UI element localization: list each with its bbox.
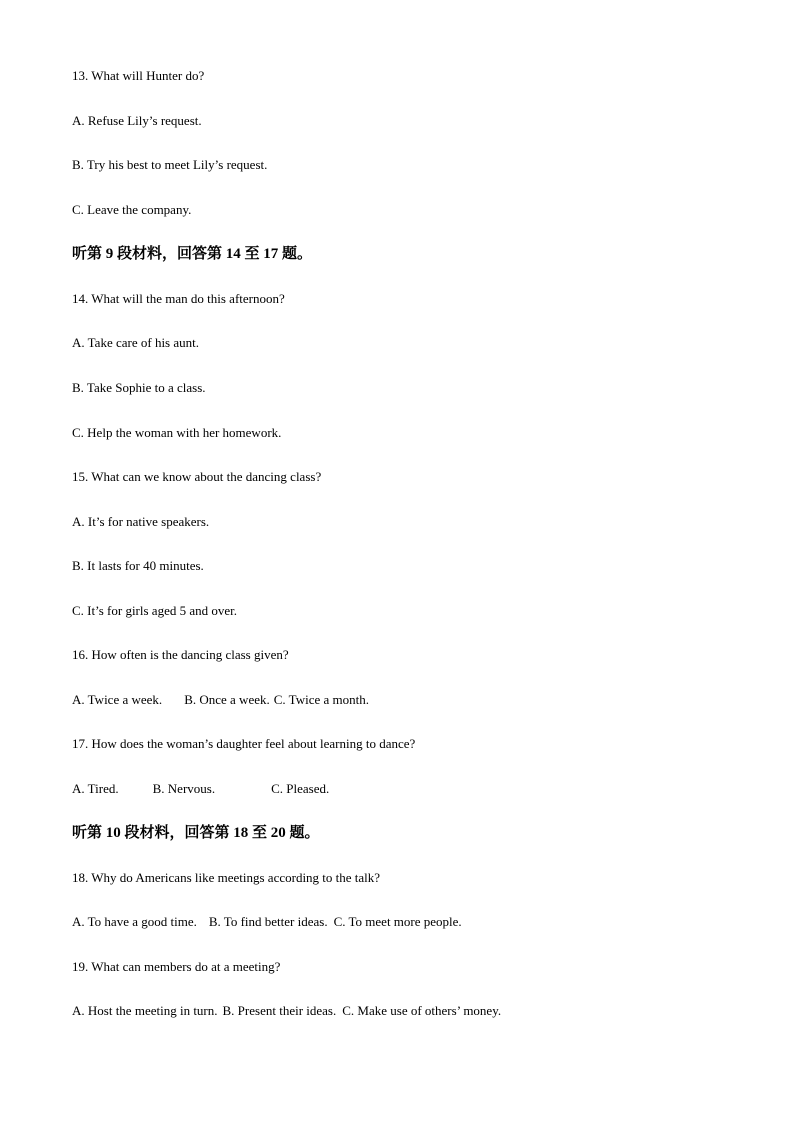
q19-question: 19. What can members do at a meeting? bbox=[72, 959, 281, 974]
q19-option-c: C. Make use of others’ money. bbox=[342, 1003, 502, 1018]
q13-option-b: B. Try his best to meet Lily’s request. bbox=[72, 157, 268, 172]
q15-option-a: A. It’s for native speakers. bbox=[72, 514, 210, 529]
q16-option-c: C. Twice a month. bbox=[273, 692, 370, 707]
q15-option-c: C. It’s for girls aged 5 and over. bbox=[72, 603, 237, 618]
q19-option-b: B. Present their ideas. bbox=[222, 1003, 337, 1018]
q18-question: 18. Why do Americans like meetings according to the talk? bbox=[72, 870, 381, 885]
q16-option-a: A. Twice a week. bbox=[72, 692, 163, 707]
q17-options bbox=[72, 781, 329, 797]
q15-option-b: B. It lasts for 40 minutes. bbox=[72, 558, 204, 573]
q14-question: 14. What will the man do this afternoon? bbox=[72, 291, 285, 306]
section-9-heading: 听第 9 段材料，回答第 14 至 17 题。 bbox=[72, 246, 313, 262]
q16-options bbox=[72, 692, 369, 708]
q16-option-b: B. Once a week. bbox=[184, 692, 270, 707]
q13-option-a: A. Refuse Lily’s request. bbox=[72, 113, 202, 128]
section-10-heading: 听第 10 段材料，回答第 18 至 20 题。 bbox=[72, 825, 320, 841]
q17-question: 17. How does the woman’s daughter feel about learning to dance? bbox=[72, 736, 416, 751]
q19-option-a: A. Host the meeting in turn. bbox=[72, 1003, 218, 1018]
q17-option-c: C. Pleased. bbox=[271, 781, 330, 796]
q17-option-b: B. Nervous. bbox=[152, 781, 216, 796]
q15-question: 15. What can we know about the dancing class? bbox=[72, 469, 322, 484]
q13-option-c: C. Leave the company. bbox=[72, 202, 192, 217]
q16-question: 16. How often is the dancing class given? bbox=[72, 647, 289, 662]
q18-option-a: A. To have a good time. bbox=[72, 914, 197, 929]
q18-option-c: C. To meet more people. bbox=[333, 914, 462, 929]
q13-question: 13. What will Hunter do? bbox=[72, 68, 205, 83]
q14-option-a: A. Take care of his aunt. bbox=[72, 335, 199, 350]
q18-options bbox=[72, 914, 462, 930]
q14-option-b: B. Take Sophie to a class. bbox=[72, 380, 206, 395]
q19-options bbox=[72, 1003, 501, 1019]
q14-option-c: C. Help the woman with her homework. bbox=[72, 425, 282, 440]
q17-option-a: A. Tired. bbox=[72, 781, 119, 796]
q18-option-b: B. To find better ideas. bbox=[208, 914, 328, 929]
